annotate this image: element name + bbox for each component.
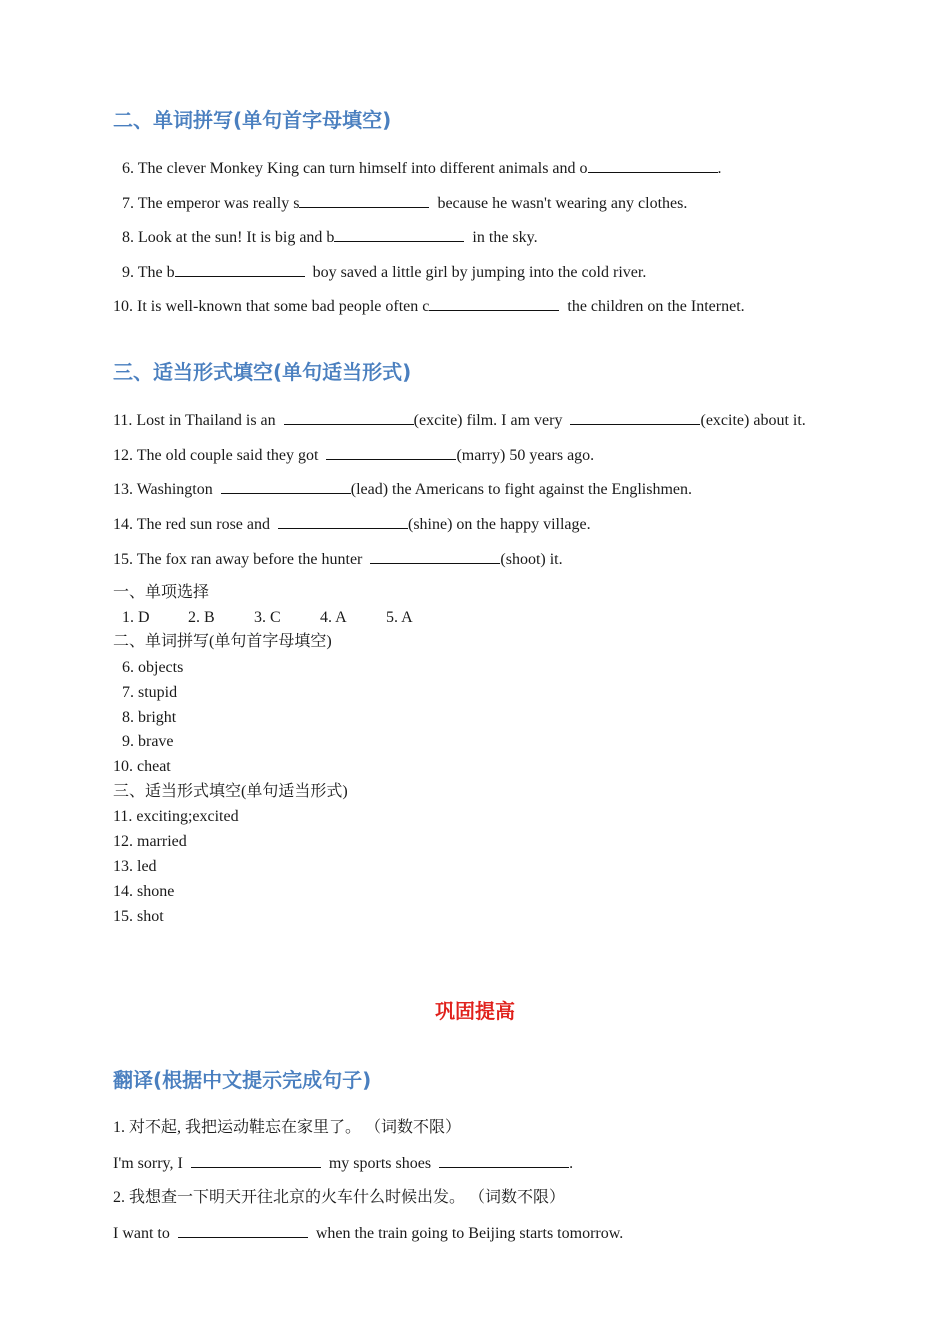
question-text: 12. The old couple said they got xyxy=(113,447,319,464)
consolidate-title: 巩固提高 xyxy=(435,999,515,1023)
answer-blank[interactable] xyxy=(278,514,408,529)
answer-item: 15. shot xyxy=(113,908,164,925)
question-text-after: boy saved a little girl by jumping into the cold river. xyxy=(312,264,647,281)
question-text: 14. The red sun rose and xyxy=(113,516,270,533)
question-text: Look at the sun! It is big and b xyxy=(138,229,335,246)
answer-item: 2. B xyxy=(188,609,215,626)
question-15 xyxy=(113,549,563,570)
answer-item: 1. D xyxy=(122,609,150,626)
sentence-part: when the train going to Beijing starts tomorrow. xyxy=(315,1225,624,1242)
translate-q2-cn: 2. 我想查一下明天开往北京的火车什么时候出发。 （词数不限） xyxy=(113,1189,566,1206)
answer-item: 8. bright xyxy=(122,709,177,726)
section2-heading: 二、单词拼写(单句首字母填空) xyxy=(113,108,392,132)
answer-blank[interactable] xyxy=(299,193,429,208)
question-text: The emperor was really s xyxy=(137,195,300,212)
question-hint: (marry) 50 years ago. xyxy=(456,447,595,464)
question-number: 9. xyxy=(122,264,134,281)
answer-blank[interactable] xyxy=(178,1223,308,1238)
question-10 xyxy=(113,296,745,317)
question-7 xyxy=(122,193,687,214)
answers-sec1-row xyxy=(122,608,452,628)
question-9 xyxy=(122,262,646,283)
answer-blank[interactable] xyxy=(588,158,718,173)
answer-item: 14. shone xyxy=(113,883,175,900)
question-6 xyxy=(122,158,722,179)
answers-sec2-title: 二、单词拼写(单句首字母填空) xyxy=(113,633,332,650)
question-text-after: . xyxy=(717,160,722,177)
question-hint: (shoot) it. xyxy=(500,551,563,568)
answer-item: 10. cheat xyxy=(113,758,171,775)
answer-blank[interactable] xyxy=(326,445,456,460)
question-text: It is well-known that some bad people often c xyxy=(137,298,430,315)
answer-item: 11. exciting;excited xyxy=(113,808,239,825)
answer-blank[interactable] xyxy=(429,296,559,311)
question-text: 13. Washington xyxy=(113,481,213,498)
answer-blank[interactable] xyxy=(175,262,305,277)
question-hint: (excite) about it. xyxy=(700,412,806,429)
answer-blank[interactable] xyxy=(334,227,464,242)
answer-blank[interactable] xyxy=(439,1153,569,1168)
question-text-after: the children on the Internet. xyxy=(567,298,745,315)
translate-q2-en xyxy=(113,1223,623,1244)
answer-item: 4. A xyxy=(320,609,347,626)
translate-heading: 翻译(根据中文提示完成句子) xyxy=(113,1068,372,1092)
question-number: 10. xyxy=(113,298,133,315)
question-12 xyxy=(113,445,594,466)
question-14 xyxy=(113,514,591,535)
question-hint: (lead) the Americans to fight against the Englishmen. xyxy=(350,481,692,498)
question-text: 11. Lost in Thailand is an xyxy=(113,412,276,429)
question-hint: (excite) film. I am very xyxy=(413,412,563,429)
question-text: The clever Monkey King can turn himself into different animals and o xyxy=(137,160,588,177)
answer-blank[interactable] xyxy=(370,549,500,564)
question-text-after: in the sky. xyxy=(472,229,538,246)
sentence-part: my sports shoes xyxy=(328,1155,432,1172)
translate-q1-cn: 1. 对不起, 我把运动鞋忘在家里了。 （词数不限） xyxy=(113,1119,462,1136)
sentence-part: . xyxy=(569,1155,574,1172)
question-13 xyxy=(113,479,692,500)
question-number: 7. xyxy=(122,195,134,212)
question-text: The b xyxy=(137,264,175,281)
answer-item: 12. married xyxy=(113,833,187,850)
question-hint: (shine) on the happy village. xyxy=(408,516,591,533)
answer-item: 13. led xyxy=(113,858,157,875)
question-11 xyxy=(113,410,806,431)
answer-item: 5. A xyxy=(386,609,413,626)
section3-heading: 三、适当形式填空(单句适当形式) xyxy=(113,360,412,384)
sentence-part: I want to xyxy=(113,1225,170,1242)
question-text-after: because he wasn't wearing any clothes. xyxy=(437,195,688,212)
translate-q1-en xyxy=(113,1153,573,1174)
answer-item: 3. C xyxy=(254,609,281,626)
answer-item: 9. brave xyxy=(122,733,174,750)
sentence-part: I'm sorry, I xyxy=(113,1155,183,1172)
answers-sec3-title: 三、适当形式填空(单句适当形式) xyxy=(113,783,348,800)
answer-blank[interactable] xyxy=(221,479,351,494)
answer-blank[interactable] xyxy=(284,410,414,425)
answer-item: 6. objects xyxy=(122,659,184,676)
answers-sec1-title: 一、单项选择 xyxy=(113,584,210,601)
answer-blank[interactable] xyxy=(191,1153,321,1168)
answer-blank[interactable] xyxy=(570,410,700,425)
answer-item: 7. stupid xyxy=(122,684,178,701)
question-number: 6. xyxy=(122,160,134,177)
question-number: 8. xyxy=(122,229,134,246)
question-text: 15. The fox ran away before the hunter xyxy=(113,551,363,568)
question-8 xyxy=(122,227,538,248)
